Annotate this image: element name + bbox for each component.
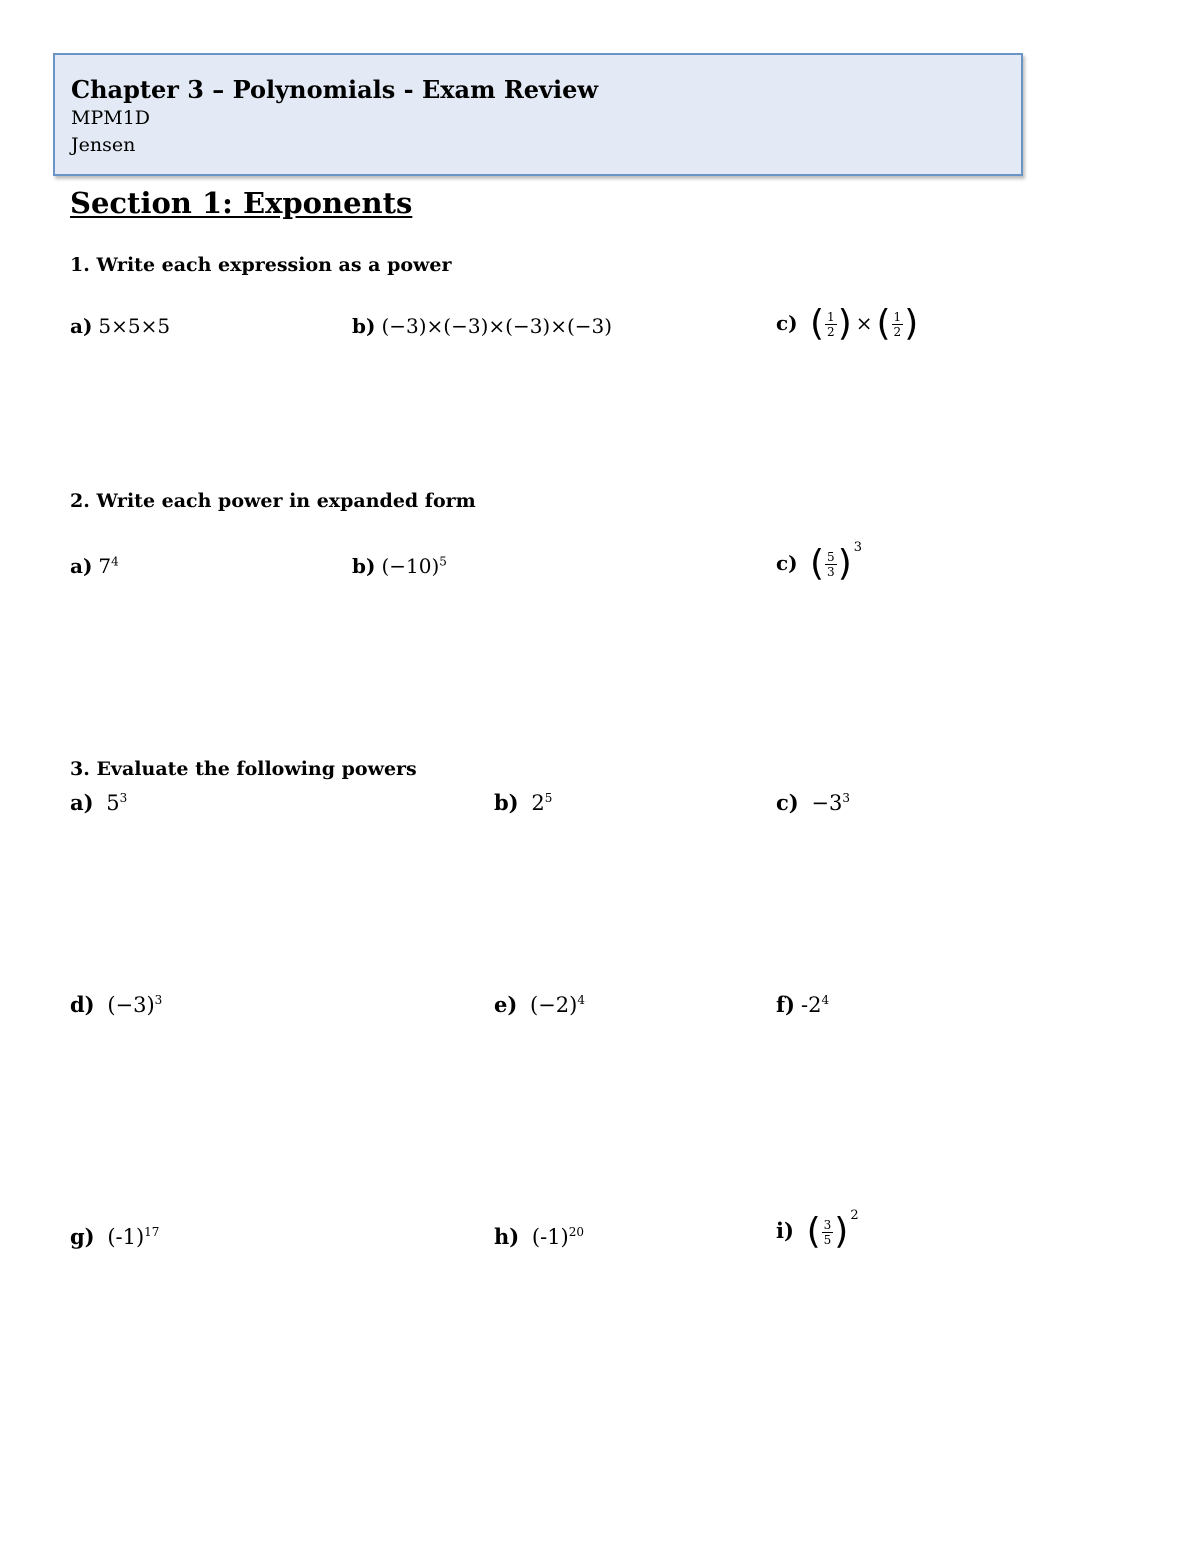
question-1-prompt: 1. Write each expression as a power — [70, 254, 452, 276]
item-label: a) — [70, 790, 94, 815]
fraction-power: ( $\frac{5}{3}$ ) 3 — [810, 540, 863, 584]
exponent: 3 — [842, 791, 851, 805]
q3-item-e — [494, 992, 585, 1017]
exponent: 4 — [577, 993, 585, 1007]
item-label: c) — [776, 550, 798, 575]
q3-item-d — [70, 992, 162, 1017]
item-label: a) — [70, 554, 93, 578]
exponent: 4 — [111, 554, 119, 569]
base: -2 — [800, 993, 822, 1017]
item-label: i) — [776, 1217, 794, 1243]
course-code: MPM1D — [71, 107, 151, 129]
fraction: ( $\frac{1}{2}$ ) — [810, 303, 852, 344]
exponent: 3 — [853, 540, 863, 555]
q2-item-b — [352, 554, 447, 578]
base: (−3) — [107, 993, 155, 1017]
item-label: h) — [494, 1224, 520, 1249]
base: −3 — [811, 791, 843, 815]
item-label: c) — [776, 790, 799, 815]
base: 5 — [106, 791, 120, 815]
fraction: ( $\frac{1}{2}$ ) — [876, 303, 919, 344]
base: (−10) — [381, 554, 440, 578]
question-2-prompt: 2. Write each power in expanded form — [70, 490, 476, 512]
item-label: a) — [70, 314, 93, 338]
q3-item-b — [494, 790, 552, 815]
header-box — [53, 53, 1023, 176]
exponent: 4 — [821, 993, 830, 1007]
q3-item-f — [776, 992, 829, 1017]
base: (-1) — [107, 1225, 145, 1249]
item-label: g) — [70, 1224, 95, 1249]
q3-item-c — [776, 790, 850, 815]
q1-item-c — [776, 303, 919, 344]
exponent: 3 — [119, 791, 128, 805]
denominator: 2 — [827, 324, 835, 339]
question-3-prompt: 3. Evaluate the following powers — [70, 758, 417, 780]
exponent: 17 — [144, 1225, 160, 1239]
base: 7 — [98, 554, 112, 578]
denominator: 5 — [823, 1232, 832, 1247]
fraction-power: ( $\frac{3}{5}$ ) 2 — [806, 1208, 859, 1252]
q3-item-i — [776, 1208, 859, 1252]
document-title: Chapter 3 – Polynomials - Exam Review — [71, 75, 599, 104]
item-label: b) — [352, 314, 376, 338]
item-label: d) — [70, 992, 95, 1017]
exponent: 3 — [154, 993, 163, 1007]
times-sign: × — [855, 310, 873, 335]
q3-item-g — [70, 1224, 159, 1249]
item-label: e) — [494, 992, 518, 1017]
numerator: 1 — [893, 309, 902, 324]
q3-item-h — [494, 1224, 584, 1249]
item-label: b) — [494, 790, 519, 815]
item-label: f) — [776, 992, 795, 1017]
item-label: c) — [776, 310, 798, 335]
numerator: 3 — [823, 1217, 832, 1232]
denominator: 2 — [893, 324, 902, 339]
exponent: 20 — [568, 1225, 585, 1239]
base: 2 — [531, 791, 545, 815]
expression: 5×5×5 — [98, 314, 171, 338]
exponent: 5 — [544, 791, 553, 805]
q2-item-a — [70, 554, 119, 578]
q1-item-a — [70, 314, 170, 338]
exponent: 2 — [850, 1208, 859, 1223]
numerator: 1 — [827, 309, 835, 324]
base: (-1) — [531, 1225, 569, 1249]
q1-item-b — [352, 314, 612, 338]
base: (−2) — [529, 993, 578, 1017]
section-title: Section 1: Exponents — [70, 186, 413, 220]
item-label: b) — [352, 554, 376, 578]
q2-item-c — [776, 540, 863, 584]
q3-item-a — [70, 790, 127, 815]
numerator: 5 — [827, 549, 835, 564]
teacher-name: Jensen — [71, 134, 136, 156]
exponent: 5 — [439, 554, 447, 569]
expression: (−3)×(−3)×(−3)×(−3) — [381, 314, 613, 338]
denominator: 3 — [827, 564, 835, 579]
